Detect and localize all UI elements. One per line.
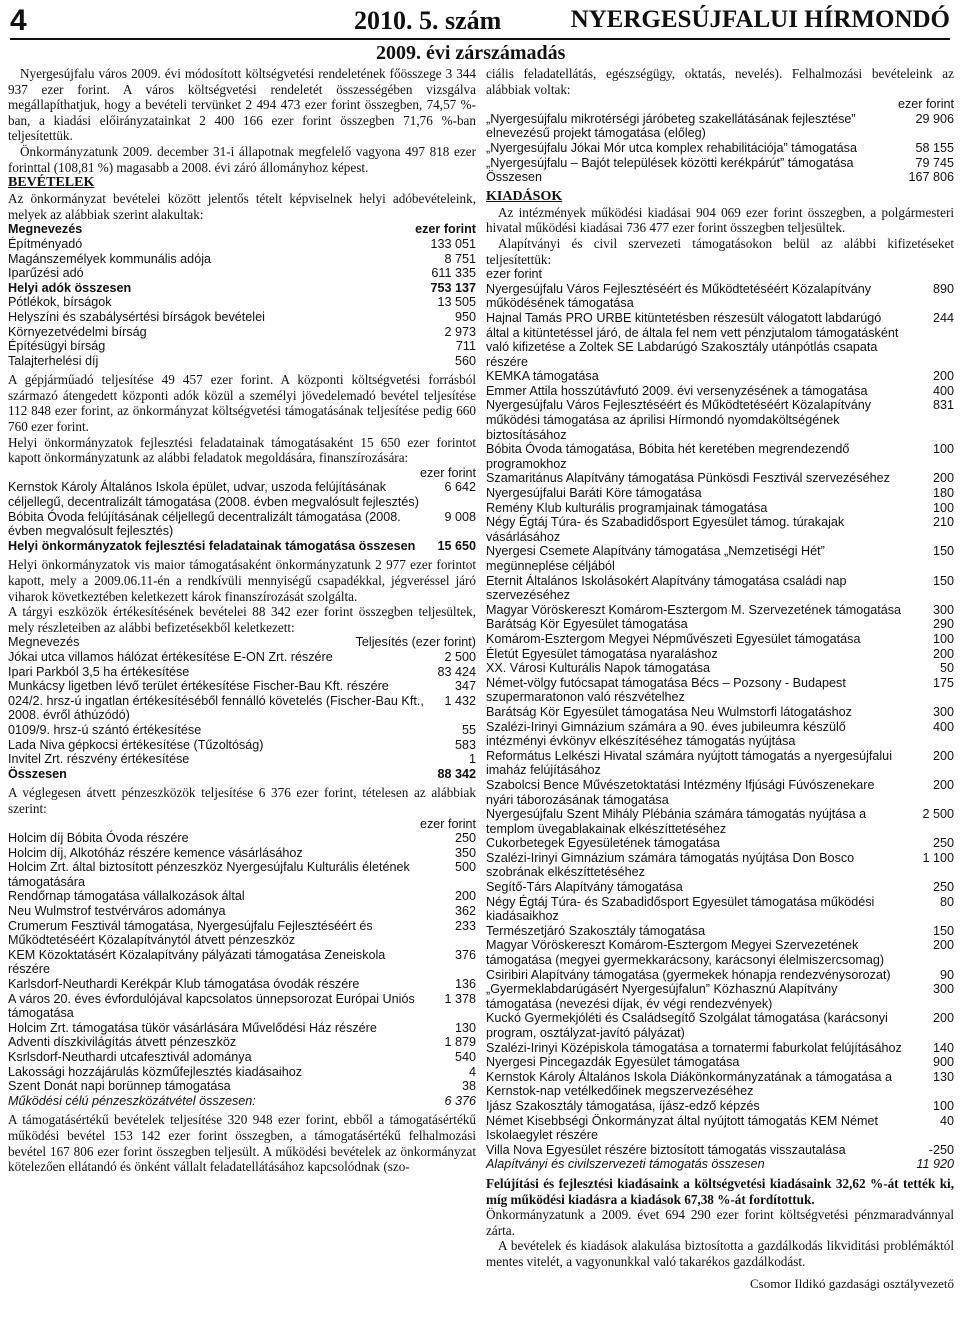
row-label: „Nyergesújfalu mikrotérségi járóbeteg szakellátásának fejlesztése” elnevezésű projekt támogatása (előleg) — [486, 111, 856, 141]
row-value: 175 — [932, 675, 954, 690]
row-value: 130 — [454, 1020, 476, 1035]
right-column — [486, 66, 954, 1291]
table-row — [486, 442, 954, 471]
table-row — [486, 501, 954, 516]
support-table — [486, 282, 954, 1172]
row-value: 79 745 — [915, 155, 954, 170]
heading-revenues: BEVÉTELEK — [8, 175, 95, 191]
table-row — [8, 904, 476, 919]
vehicle-tax-paragraph: A gépjárműadó teljesítése 49 457 ezer forint. A központi költségvetési forrásból származó átengedett központi adók közül a személyi jövedelemadó bevétel teljesítése 112 848 ezer forint, az önkormányzat költségvetési támogatásának teljesítése pedig 660 760 ezer forint. — [8, 372, 476, 435]
row-label: Kuckó Gyermekjóléti és Családsegítő Szolgálat támogatása (karácsonyi program, osztályzat-javító pályázat) — [486, 1011, 888, 1040]
table-row — [486, 486, 954, 501]
row-value: 58 155 — [915, 140, 954, 155]
table-row — [8, 919, 476, 948]
row-value: 560 — [454, 353, 476, 368]
row-label: Invitel Zrt. részvény értékesítése — [8, 752, 190, 767]
page-header — [10, 4, 950, 40]
row-label: Német Kisebbségi Önkormányzat által nyújtott támogatás KEM Német Iskolaegylet részére — [486, 1113, 878, 1143]
page-number: 4 — [10, 4, 27, 37]
heading-expenses: KIADÁSOK — [486, 188, 563, 204]
row-value: 950 — [454, 309, 476, 324]
table-row — [486, 1143, 954, 1158]
row-value: 400 — [932, 383, 954, 398]
asset-sales-paragraph: A tárgyi eszközök értékesítésének bevételei 88 342 ezer forint összegben teljesültek, mely részleteiben az alábbi befizetésekből keletkezett: — [8, 604, 476, 635]
table-row — [8, 1021, 476, 1036]
row-label: Holcim Zrt. által biztosított pénzeszköz Nyergesújfalu Kulturális életének támogatására — [8, 860, 410, 889]
table-row — [486, 1099, 954, 1114]
surplus-paragraph: Önkormányzatunk a 2009. évet 694 290 ezer forint költségvetési pénzmaradvánnyal zárta. — [486, 1207, 954, 1238]
row-value: 6 642 — [444, 480, 476, 495]
table-row — [486, 749, 954, 778]
row-label: Cukorbetegek Egyesületének támogatása — [486, 836, 720, 851]
table-row — [486, 968, 954, 983]
table-row — [8, 1079, 476, 1094]
row-label: Ksrlsdorf-Neuthardi utcafesztivál adománya — [8, 1050, 252, 1064]
row-label: KEMKA támogatása — [486, 369, 599, 384]
row-label: Barátság Kör Egyesület támogatása — [486, 617, 688, 632]
signature: Csomor Ildikó gazdasági osztályvezető — [750, 1275, 954, 1291]
row-label: Német-völgy futócsapat támogatása Bécs – Pozsony - Budapest szupermaratonon való részvételhez — [486, 675, 846, 705]
row-value: 80 — [939, 894, 954, 909]
row-value: 167 806 — [908, 170, 954, 185]
publication-title: NYERGESÚJFALUI HÍRMONDÓ — [570, 6, 950, 33]
table-row — [486, 720, 954, 749]
table-row — [486, 1055, 954, 1070]
transferred-unit: ezer forint — [420, 816, 476, 831]
row-label: XX. Városi Kulturális Napok támogatása — [486, 661, 711, 676]
table-row — [486, 647, 954, 662]
row-label: Nyergesújfalu Város Fejlesztéséért és Működtetéséért Közalapítvány működési támogatása az áprilisi Hírmondó nyomdaköltségének biztosításához — [486, 398, 872, 442]
table-row — [486, 311, 954, 369]
renovation-paragraph: Felújítási és fejlesztési kiadásaink a költségvetési kiadásaink 32,62 %-át tették ki, míg működési kiadásra a kiadások 67,38 %-át fordítottuk. — [486, 1175, 954, 1207]
support-unit: ezer forint — [486, 267, 542, 282]
row-value: 13 505 — [437, 295, 476, 310]
table-row — [8, 252, 476, 267]
row-value: 1 — [468, 752, 476, 767]
table-row — [486, 851, 954, 880]
row-label: Holcim díj, Alkotóház részére kemence vásárlásához — [8, 845, 303, 860]
row-label: Lada Niva gépkocsi értékesítése (Tűzoltóság) — [8, 737, 264, 752]
row-label: A város 20. éves évfordulójával kapcsolatos ünnepsorozat Európai Uniós támogatása — [8, 991, 415, 1021]
grants-paragraph: A támogatásértékű bevételek teljesítése 320 948 ezer forint, ebből a támogatásértékű működési bevétel 153 142 ezer forint összegben, a támogatásértékű felhalmozási bevétel 167 806 ezer forint összegben teljesült. A működési bevételek az önkormányzat kötelezően ellátandó és önként vállalt feladatellátásához kapcsolódnak (szo- — [8, 1112, 476, 1175]
row-label: KEM Közoktatásért Közalapítvány pályázati támogatása Zeneiskola részére — [8, 947, 386, 977]
tax-header-unit: ezer forint — [415, 222, 476, 237]
table-row — [486, 705, 954, 720]
row-label: Helyi önkormányzatok fejlesztési feladatainak támogatása összesen — [8, 538, 416, 553]
row-label: Komárom-Esztergom Megyei Népművészeti Egyesület támogatása — [486, 631, 861, 646]
row-label: Villa Nova Egyesület részére biztosított támogatás visszautalása — [486, 1142, 846, 1157]
table-row — [8, 310, 476, 325]
row-label: Építésügyi bírság — [8, 339, 106, 354]
row-value: 300 — [932, 704, 954, 719]
expense-paragraph: Az intézmények működési kiadásai 904 069 ezer forint összegben, a polgármesteri hivatal működési kiadásai 736 477 ezer forint összegben teljesültek. — [486, 204, 954, 236]
row-label: Négy Égtáj Túra- és Szabadidősport Egyesület támogatása működési kiadásaikhoz — [486, 894, 875, 924]
table-row — [8, 992, 476, 1021]
table-row — [486, 1070, 954, 1099]
row-label: Barátság Kör Egyesület támogatása Neu Wulmstorfi látogatáshoz — [486, 704, 852, 719]
row-value: 753 137 — [430, 280, 476, 295]
row-value: 200 — [932, 748, 954, 763]
row-label: Működési célú pénzeszközátvétel összesen: — [8, 1093, 256, 1108]
row-label: Ijász Szakosztály támogatása, íjász-edző képzés — [486, 1098, 760, 1113]
closing-paragraph: A bevételek és kiadások alakulása biztosította a gazdálkodás likviditási problémáktól mentes vitelét, a vagyonunkkal való takarékos gazdálkodást. — [486, 1238, 954, 1269]
row-label: Segítő-Társ Alapítvány támogatása — [486, 880, 683, 895]
row-value: 40 — [939, 1113, 954, 1128]
row-value: 9 008 — [444, 509, 476, 524]
table-row — [486, 661, 954, 676]
row-label: Kernstok Károly Általános Iskola Diákönkormányzatának a támogatása a Kernstok-nap vetélkedőinek megszervezéséhez — [486, 1069, 893, 1099]
table-row — [486, 112, 954, 141]
table-row — [486, 471, 954, 486]
asset-table — [8, 650, 476, 781]
row-label: Bóbita Óvoda támogatása, Bóbita hét keretében megrendezendő programokhoz — [486, 442, 850, 471]
table-row — [486, 807, 954, 836]
row-label: Rendőrnap támogatása vállalkozások által — [8, 889, 245, 904]
row-value: 15 650 — [437, 538, 476, 553]
row-value: 831 — [932, 398, 954, 413]
development-support-paragraph: Helyi önkormányzatok fejlesztési feladatainak támogatásaként 15 650 ezer forintot kapott önkormányzatunk az alábbi feladatok megoldására, finanszírozására: — [8, 434, 476, 466]
support-unit-row — [486, 267, 954, 282]
row-value: 200 — [932, 369, 954, 384]
table-row — [486, 924, 954, 939]
row-label: Remény Klub kulturális programjainak támogatása — [486, 500, 768, 515]
table-row — [8, 831, 476, 846]
row-value: 362 — [454, 904, 476, 919]
row-value: 1 879 — [444, 1035, 476, 1050]
row-value: 1 432 — [444, 693, 476, 708]
row-value: 250 — [932, 836, 954, 851]
row-label: Jókai utca villamos hálózat értékesítése E-ON Zrt. részére — [8, 649, 333, 664]
table-row — [8, 1094, 476, 1109]
row-label: Kernstok Károly Általános Iskola épület, udvar, uszoda felújításának céljellegű, decentralizált támogatása (2008. évben megvalósult fejlesztés) — [8, 480, 419, 510]
row-label: Helyi adók összesen — [8, 280, 132, 295]
row-value: 583 — [454, 737, 476, 752]
table-row — [486, 156, 954, 171]
row-label: Magyar Vöröskereszt Komárom-Esztergom M. Szervezetének támogatása — [486, 602, 902, 617]
row-value: 55 — [461, 722, 476, 737]
row-label: Nyergesújfalu Szent Mihály Plébánia számára támogatás nyújtása a templom üvegablakainak elkészíttetéséhez — [486, 807, 867, 836]
table-row — [486, 574, 954, 603]
row-label: Eternit Általános Iskolásokért Alapítvány támogatása családi nap szervezéséhez — [486, 573, 847, 603]
row-label: Pótlékok, bírságok — [8, 295, 112, 310]
article-title: 2009. évi zárszámadás — [376, 42, 566, 64]
table-row — [486, 632, 954, 647]
row-value: 200 — [932, 1011, 954, 1026]
row-label: Építményadó — [8, 236, 83, 251]
row-value: 200 — [932, 938, 954, 953]
table-row — [8, 977, 476, 992]
row-value: 540 — [454, 1050, 476, 1064]
capital-revenue-table — [486, 112, 954, 185]
table-row — [8, 889, 476, 904]
row-label: Crumerum Fesztivál támogatása, Nyergesújfalu Fejlesztéséért és Működtetéséért Közalapítványtól átvett pénzeszköz — [8, 918, 373, 948]
row-value: 376 — [454, 947, 476, 962]
row-value: 180 — [932, 486, 954, 501]
table-row — [8, 480, 476, 509]
row-label: Alapítványi és civilszervezeti támogatás összesen — [486, 1157, 765, 1172]
row-value: 130 — [932, 1069, 954, 1084]
row-value: 100 — [932, 1098, 954, 1113]
table-row — [8, 354, 476, 369]
row-value: 88 342 — [437, 766, 476, 781]
capital-unit: ezer forint — [898, 97, 954, 112]
row-value: 6 376 — [444, 1093, 476, 1108]
table-row — [486, 895, 954, 924]
table-row — [8, 650, 476, 665]
row-label: Magánszemélyek kommunális adója — [8, 251, 211, 266]
row-label: Munkácsy ligetben lévő terület értékesítése Fischer-Bau Kft. részére — [8, 679, 389, 694]
table-row — [8, 325, 476, 340]
table-row — [486, 836, 954, 851]
row-label: Adventi díszkivilágítás átvett pénzeszköz — [8, 1035, 237, 1050]
row-label: Helyszíni és szabálysértési bírságok bevételei — [8, 309, 265, 324]
table-row — [486, 1041, 954, 1056]
foundation-paragraph: Alapítványi és civil szervezeti támogatásokon belül az alábbi kifizetéseket teljesítettük: — [486, 235, 954, 267]
row-value: 1 378 — [444, 991, 476, 1006]
table-row — [8, 1065, 476, 1080]
row-value: 1 100 — [922, 850, 954, 865]
table-row — [8, 738, 476, 753]
table-row — [8, 694, 476, 723]
table-row — [8, 1035, 476, 1050]
row-value: 11 920 — [916, 1157, 954, 1172]
row-label: „Gyermeklabdarúgásért Nyergesújfalun” Közhasznú Alapítvány támogatása (nevezési díjak, év végi rendezvények) — [486, 982, 838, 1011]
row-value: 2 500 — [444, 649, 476, 664]
row-label: 024/2. hrsz-ú ingatlan értékesítéséből fennálló követelés (Fischer-Bau Kft., 2008. évről áthúzódó) — [8, 693, 424, 723]
table-row — [8, 237, 476, 252]
left-column — [8, 66, 476, 1175]
table-row — [8, 860, 476, 889]
row-label: Csiribiri Alapítvány támogatása (gyermekek hónapja rendezvénysorozat) — [486, 967, 891, 982]
table-row — [486, 1114, 954, 1143]
table-row — [8, 752, 476, 767]
tax-table-header — [8, 222, 476, 237]
revenue-intro: Az önkormányzat bevételei között jelentős tételt képviselnek helyi adóbevételeink, melyek az alábbiak szerint alakultak: — [8, 191, 476, 222]
table-row — [486, 1157, 954, 1172]
row-value: 150 — [932, 573, 954, 588]
row-label: Négy Égtáj Túra- és Szabadidősport Egyesület támog. túrakajak vásárlásához — [486, 515, 845, 544]
issue-label: 2010. 5. szám — [354, 6, 502, 35]
table-row — [8, 665, 476, 680]
row-value: 100 — [932, 631, 954, 646]
wealth-paragraph: Önkormányzatunk 2009. december 31-i állapotnak megfelelő vagyona 497 818 ezer forinttal (108,81 %) magasabb a 2008. évi záró állományhoz képest. — [8, 143, 476, 175]
row-value: 210 — [932, 515, 954, 530]
table-row — [8, 339, 476, 354]
row-value: 300 — [932, 602, 954, 617]
development-table — [8, 480, 476, 553]
row-label: Iparűzési adó — [8, 266, 84, 281]
tax-header-label: Megnevezés — [8, 222, 83, 237]
row-label: Természetjáró Szakosztály támogatása — [486, 923, 706, 938]
row-label: Ipari Parkból 3,5 ha értékesítése — [8, 664, 190, 679]
row-label: „Nyergesújfalu Jókai Mór utca komplex rehabilitációja” támogatása — [486, 140, 857, 155]
row-value: 90 — [939, 967, 954, 982]
row-value: 347 — [454, 679, 476, 694]
row-label: Holcim díj Bóbita Óvoda részére — [8, 831, 189, 846]
table-row — [486, 880, 954, 895]
table-row — [486, 938, 954, 967]
row-value: 300 — [932, 982, 954, 997]
table-row — [8, 539, 476, 554]
row-value: 100 — [932, 500, 954, 515]
row-value: 136 — [454, 977, 476, 992]
table-row — [8, 846, 476, 861]
row-value: 500 — [454, 860, 476, 875]
asset-table-header — [8, 635, 476, 650]
row-value: 200 — [932, 777, 954, 792]
row-value: 900 — [932, 1055, 954, 1070]
row-label: „Nyergesújfalu – Bajót települések közötti kerékpárút” támogatása — [486, 155, 854, 170]
row-value: 133 051 — [430, 236, 476, 251]
row-label: Nyergesújfalui Baráti Köre támogatása — [486, 486, 702, 501]
transferred-funds-paragraph: A véglegesen átvett pénzeszközök teljesítése 6 376 ezer forint, tételesen az alábbiak szerint: — [8, 785, 476, 816]
table-row — [486, 1011, 954, 1040]
row-label: 0109/9. hrsz-ú szántó értékesítése — [8, 722, 202, 737]
row-label: Karlsdorf-Neuthardi Kerékpár Klub támogatása óvodák részére — [8, 977, 360, 992]
transferred-table — [8, 831, 476, 1108]
row-value: 4 — [468, 1064, 476, 1079]
asset-header-label: Megnevezés — [8, 635, 80, 650]
row-label: Hajnal Tamás PRO URBE kitüntetésben részesült válogatott labdarúgó által a kitüntetéssel járó, de általa fel nem vett pénzjutalom támogatásként való kifizetése a Zoltek SE Labdarúgó Szakosztály utánpótlás csapata részére — [486, 310, 899, 369]
row-value: 890 — [932, 281, 954, 296]
row-label: Bóbita Óvoda felújításának céljellegű decentralizált támogatása (2008. évben megvalósult fejlesztés) — [8, 509, 401, 539]
table-row — [486, 384, 954, 399]
row-label: Életút Egyesület támogatása nyaraláshoz — [486, 646, 718, 661]
table-row — [8, 948, 476, 977]
continued-paragraph: ciális feladatellátás, egészségügy, oktatás, nevelés). Felhalmozási bevételeink az alábbiak voltak: — [486, 66, 954, 97]
table-row — [8, 510, 476, 539]
row-label: Emmer Attila hosszútávfutó 2009. évi versenyzésének a támogatása — [486, 383, 868, 398]
row-value: 83 424 — [437, 664, 476, 679]
row-value: 711 — [455, 339, 476, 354]
row-label: Neu Wulmstrof testvérváros adománya — [8, 904, 226, 919]
row-value: 29 906 — [915, 111, 954, 126]
row-label: Szamaritánus Alapítvány támogatása Pünkösdi Fesztivál szervezéséhez — [486, 471, 890, 486]
row-label: Talajterhelési díj — [8, 353, 99, 368]
row-label: Holcim Zrt. támogatása tükör vásárlására Művelődési Ház részére — [8, 1020, 377, 1035]
table-row — [486, 398, 954, 442]
table-row — [486, 515, 954, 544]
table-row — [486, 676, 954, 705]
row-value: 200 — [932, 646, 954, 661]
table-row — [486, 170, 954, 185]
row-value: 200 — [932, 471, 954, 486]
table-row — [486, 617, 954, 632]
row-value: 250 — [932, 880, 954, 895]
table-row — [8, 723, 476, 738]
row-value: 233 — [454, 918, 476, 933]
row-value: 400 — [932, 719, 954, 734]
row-value: 38 — [461, 1079, 476, 1094]
row-label: Nyergesi Pincegazdák Egyesület támogatása — [486, 1055, 740, 1070]
table-row — [486, 544, 954, 573]
row-label: Szalézi-Irinyi Középiskola támogatása a tornatermi faburkolat felújításához — [486, 1040, 902, 1055]
row-value: 2 500 — [922, 807, 954, 822]
row-value: 140 — [932, 1040, 954, 1055]
row-label: Környezetvédelmi bírság — [8, 324, 147, 339]
development-unit: ezer forint — [420, 465, 476, 480]
vis-maior-paragraph: Helyi önkormányzatok vis maior támogatásaként önkormányzatunk 2 977 ezer forintot kapott, mely a 2009.06.11-én a rendkívüli mennyiségű csapadékkal, jégveréssel járó viharok következtében keletkezett károk finanszírozását szolgálta. — [8, 557, 476, 604]
row-value: 250 — [454, 831, 476, 846]
table-row — [8, 266, 476, 281]
table-row — [486, 603, 954, 618]
tax-table — [8, 237, 476, 368]
row-label: Összesen — [486, 170, 542, 185]
intro-paragraph: Nyergesújfalu város 2009. évi módosított költségvetési rendeletének főösszege 3 344 937 ezer forint. A város költségvetési rendeletét összességében vizsgálva megállapíthatjuk, hogy a bevételi tervünket 2 494 473 ezer forint összegben, 74,57 %-ban, a kiadási előirányzatainkat 2 400 166 ezer forint összegben 71,76 %-ban teljesítettük. — [8, 66, 476, 144]
row-label: Lakossági hozzájárulás közműfejlesztés kiadásaihoz — [8, 1064, 303, 1079]
row-value: 50 — [939, 661, 954, 676]
row-label: Magyar Vöröskereszt Komárom-Esztergom Megyei Szervezetének támogatása (megyei gyermekkarácsony, karácsonyi élelmiszercsomag) — [486, 938, 885, 968]
table-row — [486, 282, 954, 311]
row-label: Összesen — [8, 766, 67, 781]
row-value: 350 — [454, 845, 476, 860]
row-label: Nyergesi Csemete Alapítvány támogatása „Nemzetiségi Hét” megünneplése céljából — [486, 544, 825, 573]
row-value: 8 751 — [444, 251, 476, 266]
table-row — [486, 369, 954, 384]
row-label: Szalézi-Irinyi Gimnázium számára a 90. éves jubileumra készülő intézményi évkönyv elkészítéséhez támogatás nyújtása — [486, 719, 846, 749]
row-label: Református Lelkészi Hivatal számára nyújtott támogatás a nyergesújfalui imaház felújításához — [486, 748, 892, 778]
row-value: 2 973 — [444, 324, 476, 339]
table-row — [8, 281, 476, 296]
row-label: Nyergesújfalu Város Fejlesztéséért és Működtetéséért Közalapítvány működésének támogatása — [486, 281, 872, 311]
asset-header-unit: Teljesítés (ezer forint) — [355, 635, 476, 650]
table-row — [486, 982, 954, 1011]
row-value: 150 — [932, 923, 954, 938]
row-label: Szabolcsi Bence Művészetoktatási Intézmény Ifjúsági Fúvószenekare nyári táborozásának támogatása — [486, 777, 875, 807]
row-label: Szent Donát napi borünnep támogatása — [8, 1079, 231, 1094]
row-label: Szalézi-Irinyi Gimnázium számára támogatás nyújtása Don Bosco szobrának elkészíttetéséhez — [486, 850, 855, 880]
row-value: 150 — [932, 544, 954, 559]
row-value: 244 — [932, 310, 954, 325]
table-row — [486, 141, 954, 156]
table-row — [8, 295, 476, 310]
row-value: -250 — [928, 1142, 954, 1157]
table-row — [8, 1050, 476, 1065]
row-value: 290 — [932, 617, 954, 632]
table-row — [486, 778, 954, 807]
table-row — [8, 679, 476, 694]
table-row — [8, 767, 476, 782]
row-value: 100 — [932, 442, 954, 457]
row-value: 200 — [454, 889, 476, 904]
row-value: 611 335 — [431, 266, 476, 281]
